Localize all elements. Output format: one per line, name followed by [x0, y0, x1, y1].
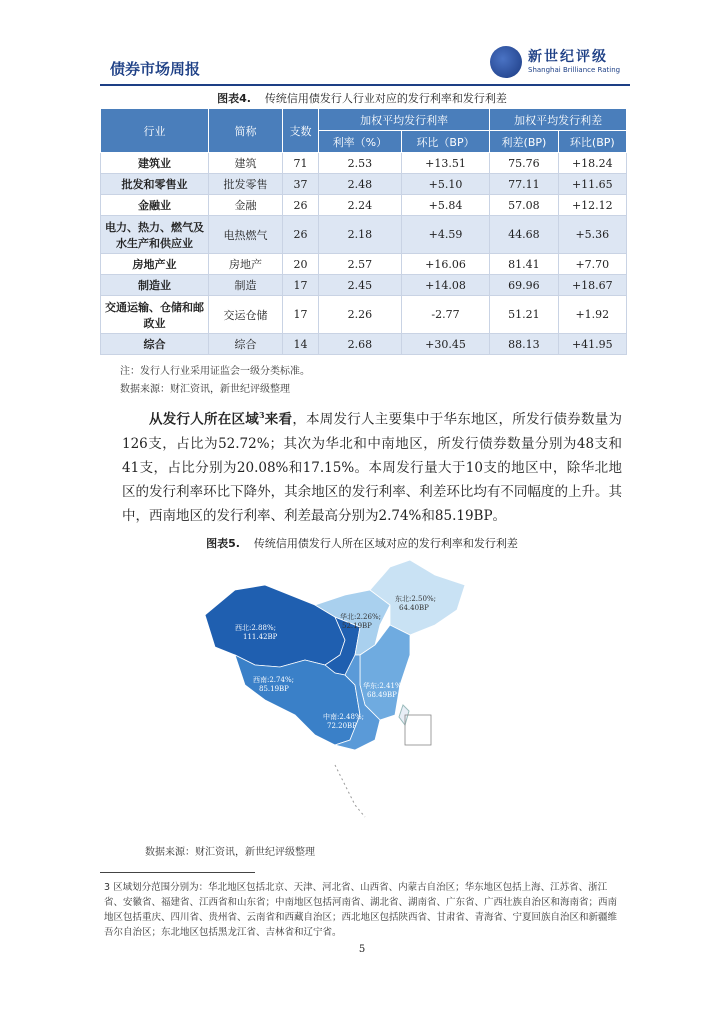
cell-industry: 交通运输、仓储和邮政业 [101, 296, 209, 334]
logo-cn-text: 新世纪评级 [528, 49, 608, 65]
table-row [101, 153, 627, 174]
header-spread: 利差(BP) [490, 131, 558, 153]
label-southwest-rate: 西南:2.74%; [253, 676, 294, 684]
cell-industry: 电力、热力、燃气及水生产和供应业 [101, 216, 209, 254]
table-row [101, 334, 627, 355]
cell-spread: 69.96 [490, 275, 558, 296]
cell-spread-chg: +1.92 [558, 296, 626, 334]
cell-short: 电热燃气 [209, 216, 283, 254]
table-row [101, 216, 627, 254]
cell-count: 26 [283, 216, 319, 254]
table-row [101, 195, 627, 216]
label-central-south-spread: 72.20BP [327, 722, 357, 730]
cell-spread: 77.11 [490, 174, 558, 195]
map-source: 数据来源：财汇资讯，新世纪评级整理 [145, 847, 315, 858]
label-north-rate: 华北:2.26%; [340, 613, 381, 621]
cell-rate: 2.57 [319, 254, 402, 275]
cell-short: 制造 [209, 275, 283, 296]
label-southwest-spread: 85.19BP [259, 685, 289, 693]
report-title: 债券市场周报 [110, 60, 201, 78]
table-caption-label: 图表4. [217, 92, 251, 105]
cell-rate-chg: +30.45 [401, 334, 489, 355]
footnote-divider [100, 872, 255, 873]
cell-spread: 81.41 [490, 254, 558, 275]
cell-rate-chg: +5.10 [401, 174, 489, 195]
header-count: 支数 [283, 109, 319, 153]
cell-rate: 2.18 [319, 216, 402, 254]
cell-spread: 75.76 [490, 153, 558, 174]
cell-rate-chg: +4.59 [401, 216, 489, 254]
cell-industry: 房地产业 [101, 254, 209, 275]
cell-short: 金融 [209, 195, 283, 216]
cell-count: 26 [283, 195, 319, 216]
south-sea-islands [335, 765, 365, 817]
cell-rate-chg: +16.06 [401, 254, 489, 275]
cell-spread: 44.68 [490, 216, 558, 254]
map-caption [0, 535, 724, 551]
map-caption-label: 图表5. [206, 537, 240, 550]
cell-rate: 2.24 [319, 195, 402, 216]
cell-industry: 批发和零售业 [101, 174, 209, 195]
china-region-map [195, 555, 515, 825]
header-spread-chg: 环比(BP) [558, 131, 626, 153]
logo-emblem-icon [490, 46, 522, 78]
para-body: ，本周发行人主要集中于华东地区，所发行债券数量为126支，占比为52.72%；其次为华北和中南地区，所发行债券数量分别为48支和41支，占比分别为20.08%和17.15%。本周发行量大于10支的地区中，除华北地区的发行利率环比下降外，其余地区的发行利率、利差环比均有不同幅度的上升。其中，西南地区的发行利率、利差最高分别为2.74%和85.19BP。 [122, 411, 623, 524]
cell-rate-chg: +14.08 [401, 275, 489, 296]
cell-industry: 金融业 [101, 195, 209, 216]
cell-spread-chg: +7.70 [558, 254, 626, 275]
header-rate-chg: 环比（BP） [401, 131, 489, 153]
header-rate-group: 加权平均发行利率 [319, 109, 490, 131]
body-paragraph [122, 403, 622, 528]
cell-count: 17 [283, 296, 319, 334]
map-caption-text: 传统信用债发行人所在区域对应的发行利率和发行利差 [253, 537, 518, 550]
industry-rate-table [100, 108, 627, 355]
company-logo [490, 46, 630, 80]
label-northwest-spread: 111.42BP [243, 633, 278, 641]
cell-count: 71 [283, 153, 319, 174]
cell-rate: 2.68 [319, 334, 402, 355]
cell-spread-chg: +12.12 [558, 195, 626, 216]
cell-rate-chg: +5.84 [401, 195, 489, 216]
table-source: 数据来源：财汇资讯，新世纪评级整理 [120, 384, 290, 395]
para-lead-end: 来看 [264, 411, 293, 428]
footnote-ref: 3 [258, 410, 265, 420]
table-caption [0, 90, 724, 106]
cell-industry: 建筑业 [101, 153, 209, 174]
cell-rate-chg: -2.77 [401, 296, 489, 334]
footnote: 3 区域划分范围分别为：华北地区包括北京、天津、河北省、山西省、内蒙古自治区；华东地区包括上海、江苏省、浙江省、安徽省、福建省、江西省和山东省；中南地区包括河南省、湖北省、湖南省、广东省、广西壮族自治区和海南省；西南地区包括重庆、四川省、贵州省、云南省和西藏自治区；西北地区包括陕西省、甘肃省、青海省、宁夏回族自治区和新疆维吾尔自治区；东北地区包括黑龙江省、吉林省和辽宁省。 [104, 882, 618, 938]
cell-rate: 2.45 [319, 275, 402, 296]
table-row [101, 254, 627, 275]
cell-rate-chg: +13.51 [401, 153, 489, 174]
header-short: 简称 [209, 109, 283, 153]
header-industry: 行业 [101, 109, 209, 153]
cell-short: 综合 [209, 334, 283, 355]
cell-spread-chg: +18.67 [558, 275, 626, 296]
cell-short: 房地产 [209, 254, 283, 275]
cell-spread-chg: +11.65 [558, 174, 626, 195]
cell-count: 17 [283, 275, 319, 296]
table-caption-text: 传统信用债发行人行业对应的发行利率和发行利差 [264, 92, 507, 105]
cell-spread: 51.21 [490, 296, 558, 334]
table-row [101, 174, 627, 195]
cell-spread-chg: +41.95 [558, 334, 626, 355]
cell-count: 14 [283, 334, 319, 355]
label-northwest-rate: 西北:2.88%; [235, 624, 276, 632]
label-east-rate: 华东:2.41%; [363, 682, 404, 690]
cell-count: 20 [283, 254, 319, 275]
header-spread-group: 加权平均发行利差 [490, 109, 627, 131]
label-east-spread: 68.49BP [367, 691, 397, 699]
south-sea-inset [405, 715, 431, 745]
table-note: 注：发行人行业采用证监会一级分类标准。 [120, 366, 310, 377]
table-row [101, 275, 627, 296]
label-northeast-spread: 64.40BP [399, 604, 429, 612]
header-rate: 利率（%） [319, 131, 402, 153]
cell-count: 37 [283, 174, 319, 195]
cell-rate: 2.53 [319, 153, 402, 174]
label-north-spread: 52.19BP [342, 622, 372, 630]
cell-spread-chg: +18.24 [558, 153, 626, 174]
cell-short: 批发零售 [209, 174, 283, 195]
page-number: 5 [358, 944, 366, 955]
cell-rate: 2.48 [319, 174, 402, 195]
cell-short: 建筑 [209, 153, 283, 174]
cell-spread-chg: +5.36 [558, 216, 626, 254]
cell-spread: 88.13 [490, 334, 558, 355]
cell-industry: 制造业 [101, 275, 209, 296]
logo-en-text: Shanghai Brilliance Rating [528, 66, 621, 74]
cell-industry: 综合 [101, 334, 209, 355]
page-header [100, 44, 630, 84]
label-central-south-rate: 中南:2.48%; [323, 713, 364, 721]
cell-spread: 57.08 [490, 195, 558, 216]
label-northeast-rate: 东北:2.50%; [395, 595, 436, 603]
table-row [101, 296, 627, 334]
para-lead: 从发行人所在区域 [149, 411, 259, 428]
header-divider [100, 84, 630, 86]
cell-rate: 2.26 [319, 296, 402, 334]
cell-short: 交运仓储 [209, 296, 283, 334]
